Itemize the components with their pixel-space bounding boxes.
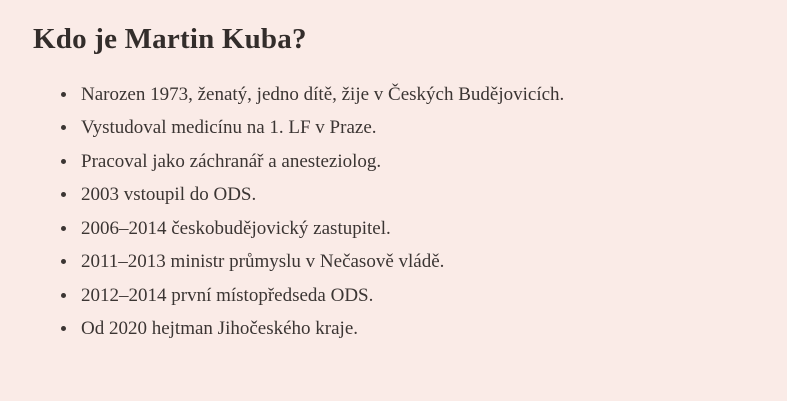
list-item: • 2006–2014 českobudějovický zastupitel. (78, 218, 747, 239)
list-item: • Od 2020 hejtman Jihočeského kraje. (78, 318, 747, 339)
fact-list (33, 84, 747, 340)
list-item: • Vystudoval medicínu na 1. LF v Praze. (78, 117, 747, 138)
page-title: Kdo je Martin Kuba? (33, 23, 307, 55)
list-item: • 2003 vstoupil do ODS. (78, 184, 747, 205)
list-item: • 2012–2014 první místopředseda ODS. (78, 285, 747, 306)
list-item: • Pracoval jako záchranář a anesteziolog. (78, 151, 747, 172)
list-item: • Narozen 1973, ženatý, jedno dítě, žije v Českých Budějovicích. (78, 84, 747, 105)
list-item: • 2011–2013 ministr průmyslu v Nečasově vládě. (78, 251, 747, 272)
